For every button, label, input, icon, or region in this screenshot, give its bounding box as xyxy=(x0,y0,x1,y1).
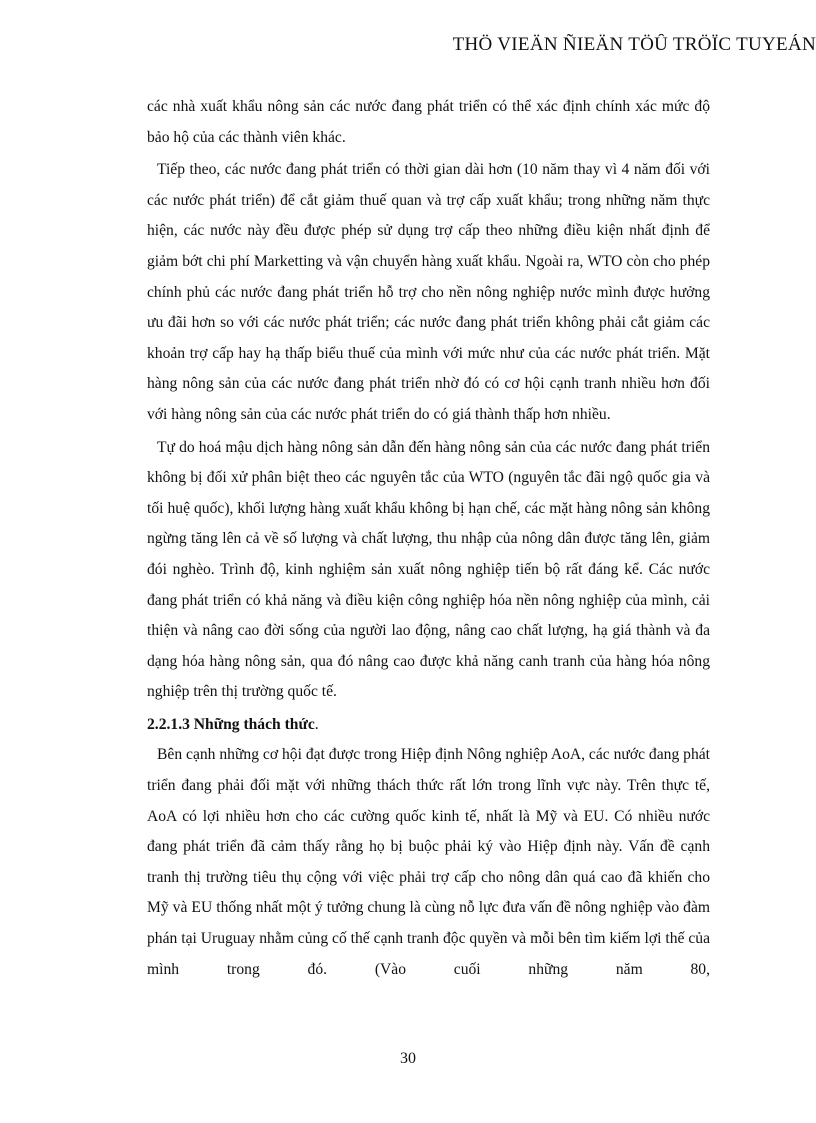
running-header: THÖ VIEÄN ÑIEÄN TÖÛ TRÖÏC TUYEÁN xyxy=(452,34,816,55)
page-number: 30 xyxy=(400,1050,416,1067)
paragraph-trade-liberalization: Tự do hoá mậu dịch hàng nông sản dẫn đến hàng nông sản của các nước đang phát triển không bị đối xử phân biệt theo các nguyên tắc của WTO (nguyên tắc đãi ngộ quốc gia và tối huệ quốc), khối lượng hàng xuất khẩu không bị hạn chế, các mặt hàng nông sản không ngừng tăng lên cả về số lượng và chất lượng, thu nhập của nông dân được tăng lên, giảm đói nghèo. Trình độ, kinh nghiệm sản xuất nông nghiệp tiến bộ rất đáng kể. Các nước đang phát triển có khả năng và điều kiện công nghiệp hóa nền nông nghiệp của mình, cải thiện và nâng cao đời sống của người lao động, nâng cao chất lượng, hạ giá thành và đa dạng hóa hàng nông sản, qua đó nâng cao được khả năng canh tranh của hàng hóa nông nghiệp trên thị trường quốc tế. xyxy=(147,438,710,701)
paragraph-challenges: Bên cạnh những cơ hội đạt được trong Hiệp định Nông nghiệp AoA, các nước đang phát triển đang phải đối mặt với những thách thức rất lớn trong lĩnh vực này. Trên thực tế, AoA có lợi nhiều hơn cho các cường quốc kinh tế, nhất là Mỹ và EU. Có nhiều nước đang phát triển đã cảm thấy rằng họ bị buộc phải ký vào Hiệp định này. Vấn đề cạnh tranh thị trường tiêu thụ cộng với việc phải trợ cấp cho nông dân quá cao đã khiến cho Mỹ và EU thống nhất một ý tưởng chung là cùng nỗ lực đưa vấn đề nông nghiệp vào đàm phán tại Uruguay nhằm củng cố thế cạnh tranh độc quyền và mỗi bên tìm kiếm lợi thế của mình trong đó. (Vào cuối những năm 80, xyxy=(147,746,710,978)
paragraph-development-timeline: Tiếp theo, các nước đang phát triển có thời gian dài hơn (10 năm thay vì 4 năm đối với các nước phát triển) để cắt giảm thuế quan và trợ cấp xuất khẩu; trong những năm thực hiện, các nước này đều được phép sử dụng trợ cấp theo những điều kiện nhất định để giảm bớt chi phí Marketting và vận chuyển hàng xuất khẩu. Ngoài ra, WTO còn cho phép chính phủ các nước đang phát triển hỗ trợ cho nền nông nghiệp nước mình được hưởng ưu đãi hơn so với các nước phát triển; các nước đang phát triển không phải cắt giảm các khoản trợ cấp hay hạ thấp biểu thuế của mình với mức như của các nước phát triển. Mặt hàng nông sản của các nước đang phát triển nhờ đó có cơ hội cạnh tranh nhiều hơn đối với hàng nông sản của các nước phát triển do có giá thành thấp hơn nhiều. xyxy=(147,161,710,423)
section-heading-text: 2.2.1.3 Những thách thức xyxy=(147,715,315,733)
paragraph-continuation: các nhà xuất khẩu nông sản các nước đang phát triển có thể xác định chính xác mức độ bảo hộ của các thành viên khác. xyxy=(147,98,710,146)
section-heading xyxy=(147,710,710,741)
section-heading-punct: . xyxy=(314,715,319,733)
page-body xyxy=(147,92,710,985)
